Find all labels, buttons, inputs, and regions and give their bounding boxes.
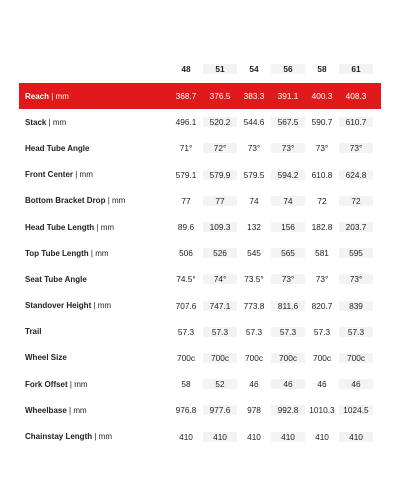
row-label [19,144,169,153]
size-header: 48 [181,64,191,74]
row-values [169,432,373,442]
table-cell: 700c [271,353,305,363]
table-cell: 58 [181,379,191,390]
table-cell: 109.3 [203,222,237,232]
table-cell: 156 [271,222,305,232]
table-cell: 978 [247,405,261,416]
table-cell: 410 [271,432,305,442]
table-cell: 579.1 [175,169,197,180]
table-cell: 839 [339,301,373,311]
table-cell: 410 [247,431,261,442]
table-cell: 182.8 [311,222,333,233]
table-row [19,293,381,319]
table-cell: 71° [179,143,193,154]
table-cell: 624.8 [339,170,373,180]
table-cell: 506 [179,248,193,259]
row-unit: | mm [107,196,126,206]
row-values [169,274,373,284]
size-headers [169,64,373,74]
table-cell: 72 [317,195,327,206]
table-cell: 73° [315,143,329,154]
table-cell: 408.3 [345,91,367,102]
table-cell: 811.6 [271,301,305,311]
table-cell: 526 [203,248,237,258]
table-cell: 581 [315,248,329,259]
row-label-text: Wheelbase [25,405,67,415]
table-cell: 57.3 [177,326,195,337]
row-label [19,406,169,415]
row-values [169,327,373,337]
size-header: 54 [249,64,259,74]
row-unit: | mm [69,379,88,389]
table-cell: 410 [339,432,373,442]
table-cell: 976.8 [175,405,197,416]
row-label [19,92,169,101]
table-cell: 57.3 [313,326,331,337]
table-cell: 410 [179,431,193,442]
table-cell: 594.2 [271,170,305,180]
row-label [19,301,169,310]
table-cell: 57.3 [245,326,263,337]
size-header-row [19,55,381,83]
table-cell: 590.7 [311,117,333,128]
row-label [19,249,169,258]
table-cell: 74° [203,274,237,284]
table-row [19,109,381,135]
table-cell: 391.1 [277,91,299,102]
table-cell: 77 [203,196,237,206]
row-unit: | mm [69,405,87,415]
row-values [169,301,373,311]
table-cell: 72 [339,196,373,206]
row-label-text: Stack [25,117,47,127]
table-cell: 410 [315,431,329,442]
table-cell: 73° [339,274,373,284]
table-row [19,423,381,449]
table-cell: 74.5° [176,274,196,285]
table-cell: 46 [317,379,327,390]
row-label-text: Fork Offset [25,379,68,389]
table-cell: 820.7 [311,300,333,311]
table-cell: 700c [245,352,263,363]
table-cell: 520.2 [203,117,237,127]
table-row [19,214,381,240]
row-label-text: Standover Height [25,301,92,311]
row-label [19,170,169,179]
row-values [169,248,373,258]
table-cell: 977.6 [203,405,237,415]
table-cell: 73° [315,274,329,285]
row-values [169,91,373,101]
row-label [19,118,169,127]
table-cell: 747.1 [203,301,237,311]
row-label-text: Bottom Bracket Drop [25,196,106,206]
table-cell: 73° [271,143,305,153]
row-label [19,432,169,441]
table-row [19,83,381,109]
table-cell: 73° [339,143,373,153]
row-label-text: Wheel Size [25,353,67,363]
row-unit: | mm [94,432,112,442]
table-cell: 57.3 [271,327,305,337]
table-cell: 73° [271,274,305,284]
table-cell: 700c [313,352,331,363]
size-header: 61 [339,64,373,74]
table-cell: 46 [339,379,373,389]
table-cell: 89.6 [177,222,195,233]
geometry-table [19,55,381,450]
row-label [19,196,169,205]
table-cell: 77 [181,195,191,206]
table-row [19,345,381,371]
row-unit: | mm [93,301,112,311]
size-header: 58 [317,64,327,74]
table-cell: 700c [203,353,237,363]
table-cell: 132 [247,222,261,233]
row-values [169,379,373,389]
row-label [19,223,169,232]
table-cell: 368.7 [175,91,197,102]
row-label-text: Head Tube Length [25,222,95,232]
table-cell: 773.8 [243,300,265,311]
table-cell: 579.9 [203,170,237,180]
table-cell: 544.6 [243,117,265,128]
row-label-text: Head Tube Angle [25,143,90,153]
table-cell: 46 [249,379,259,390]
table-cell: 52 [203,379,237,389]
table-row [19,397,381,423]
row-label-text: Front Center [25,170,73,180]
table-cell: 567.5 [271,117,305,127]
table-cell: 565 [271,248,305,258]
table-cell: 400.3 [311,91,333,102]
row-values [169,117,373,127]
table-cell: 57.3 [203,327,237,337]
table-cell: 700c [177,352,195,363]
table-cell: 545 [247,248,261,259]
table-cell: 383.3 [243,91,265,102]
row-label [19,380,169,389]
row-unit: | mm [90,248,109,258]
table-cell: 73° [247,143,261,154]
table-cell: 1010.3 [309,405,335,416]
table-cell: 73.5° [244,274,264,285]
table-row [19,162,381,188]
row-values [169,222,373,232]
table-cell: 610.8 [311,169,333,180]
row-label-text: Reach [25,91,50,101]
row-unit: | mm [96,222,115,232]
row-unit: | mm [48,117,67,127]
row-label-text: Trail [25,327,42,337]
row-values [169,143,373,153]
row-label [19,353,169,362]
table-row [19,240,381,266]
table-row [19,371,381,397]
table-cell: 496.1 [175,117,197,128]
row-unit: | mm [51,91,69,101]
row-values [169,170,373,180]
size-header: 51 [203,64,237,74]
row-values [169,353,373,363]
row-label [19,327,169,336]
table-cell: 46 [271,379,305,389]
table-row [19,266,381,292]
row-label-text: Seat Tube Angle [25,274,87,284]
table-cell: 992.8 [271,405,305,415]
table-cell: 410 [203,432,237,442]
table-cell: 74 [249,195,259,206]
row-values [169,405,373,415]
table-cell: 203.7 [339,222,373,232]
table-cell: 1024.5 [339,405,373,415]
table-cell: 72° [203,143,237,153]
table-cell: 579.5 [243,169,265,180]
row-label [19,275,169,284]
size-header: 56 [271,64,305,74]
table-cell: 376.5 [209,91,231,102]
table-cell: 595 [339,248,373,258]
table-cell: 74 [271,196,305,206]
table-row [19,319,381,345]
table-cell: 610.7 [339,117,373,127]
row-label-text: Top Tube Length [25,248,89,258]
table-row [19,135,381,161]
table-cell: 700c [339,353,373,363]
table-cell: 707.6 [175,300,197,311]
row-label-text: Chainstay Length [25,432,93,442]
table-cell: 57.3 [339,327,373,337]
row-unit: | mm [75,170,93,180]
row-values [169,196,373,206]
table-row [19,188,381,214]
